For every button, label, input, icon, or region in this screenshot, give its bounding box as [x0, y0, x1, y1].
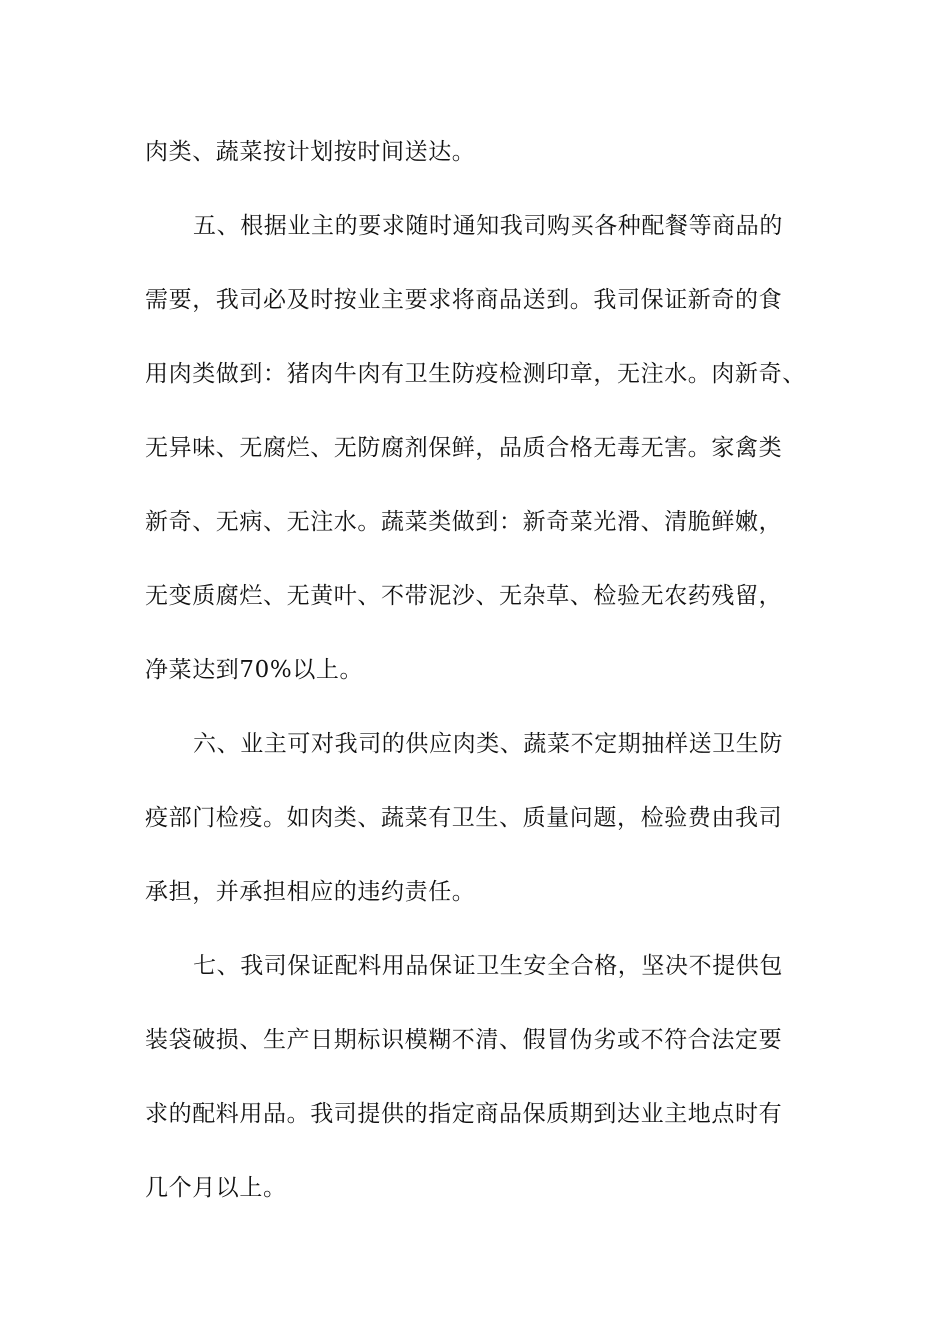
text-line: 无变质腐烂、无黄叶、不带泥沙、无杂草、检验无农药残留， — [145, 583, 783, 609]
text-line: 新奇、无病、无注水。蔬菜类做到：新奇菜光滑、清脆鲜嫩， — [145, 509, 783, 535]
text-line: 求的配料用品。我司提供的指定商品保质期到达业主地点时有 — [145, 1101, 783, 1127]
text-line: 承担，并承担相应的违约责任。 — [145, 879, 476, 905]
text-line: 净菜达到70%以上。 — [145, 657, 364, 683]
text-line: 无异味、无腐烂、无防腐剂保鲜，品质合格无毒无害。家禽类 — [145, 435, 783, 461]
paragraph-six-line: 六、业主可对我司的供应肉类、蔬菜不定期抽样送卫生防 — [193, 731, 783, 757]
paragraph-seven-line: 七、我司保证配料用品保证卫生安全合格，坚决不提供包 — [193, 953, 783, 979]
document-body — [145, 132, 835, 1242]
paragraph-five-line: 五、根据业主的要求随时通知我司购买各种配餐等商品的 — [193, 213, 783, 239]
text-line: 几个月以上。 — [145, 1175, 287, 1201]
text-line: 用肉类做到：猪肉牛肉有卫生防疫检测印章，无注水。肉新奇、 — [145, 361, 806, 387]
text-line: 肉类、蔬菜按计划按时间送达。 — [145, 139, 476, 165]
text-line: 疫部门检疫。如肉类、蔬菜有卫生、质量问题，检验费由我司 — [145, 805, 783, 831]
text-line: 装袋破损、生产日期标识模糊不清、假冒伪劣或不符合法定要 — [145, 1027, 783, 1053]
text-line: 需要，我司必及时按业主要求将商品送到。我司保证新奇的食 — [145, 287, 783, 313]
